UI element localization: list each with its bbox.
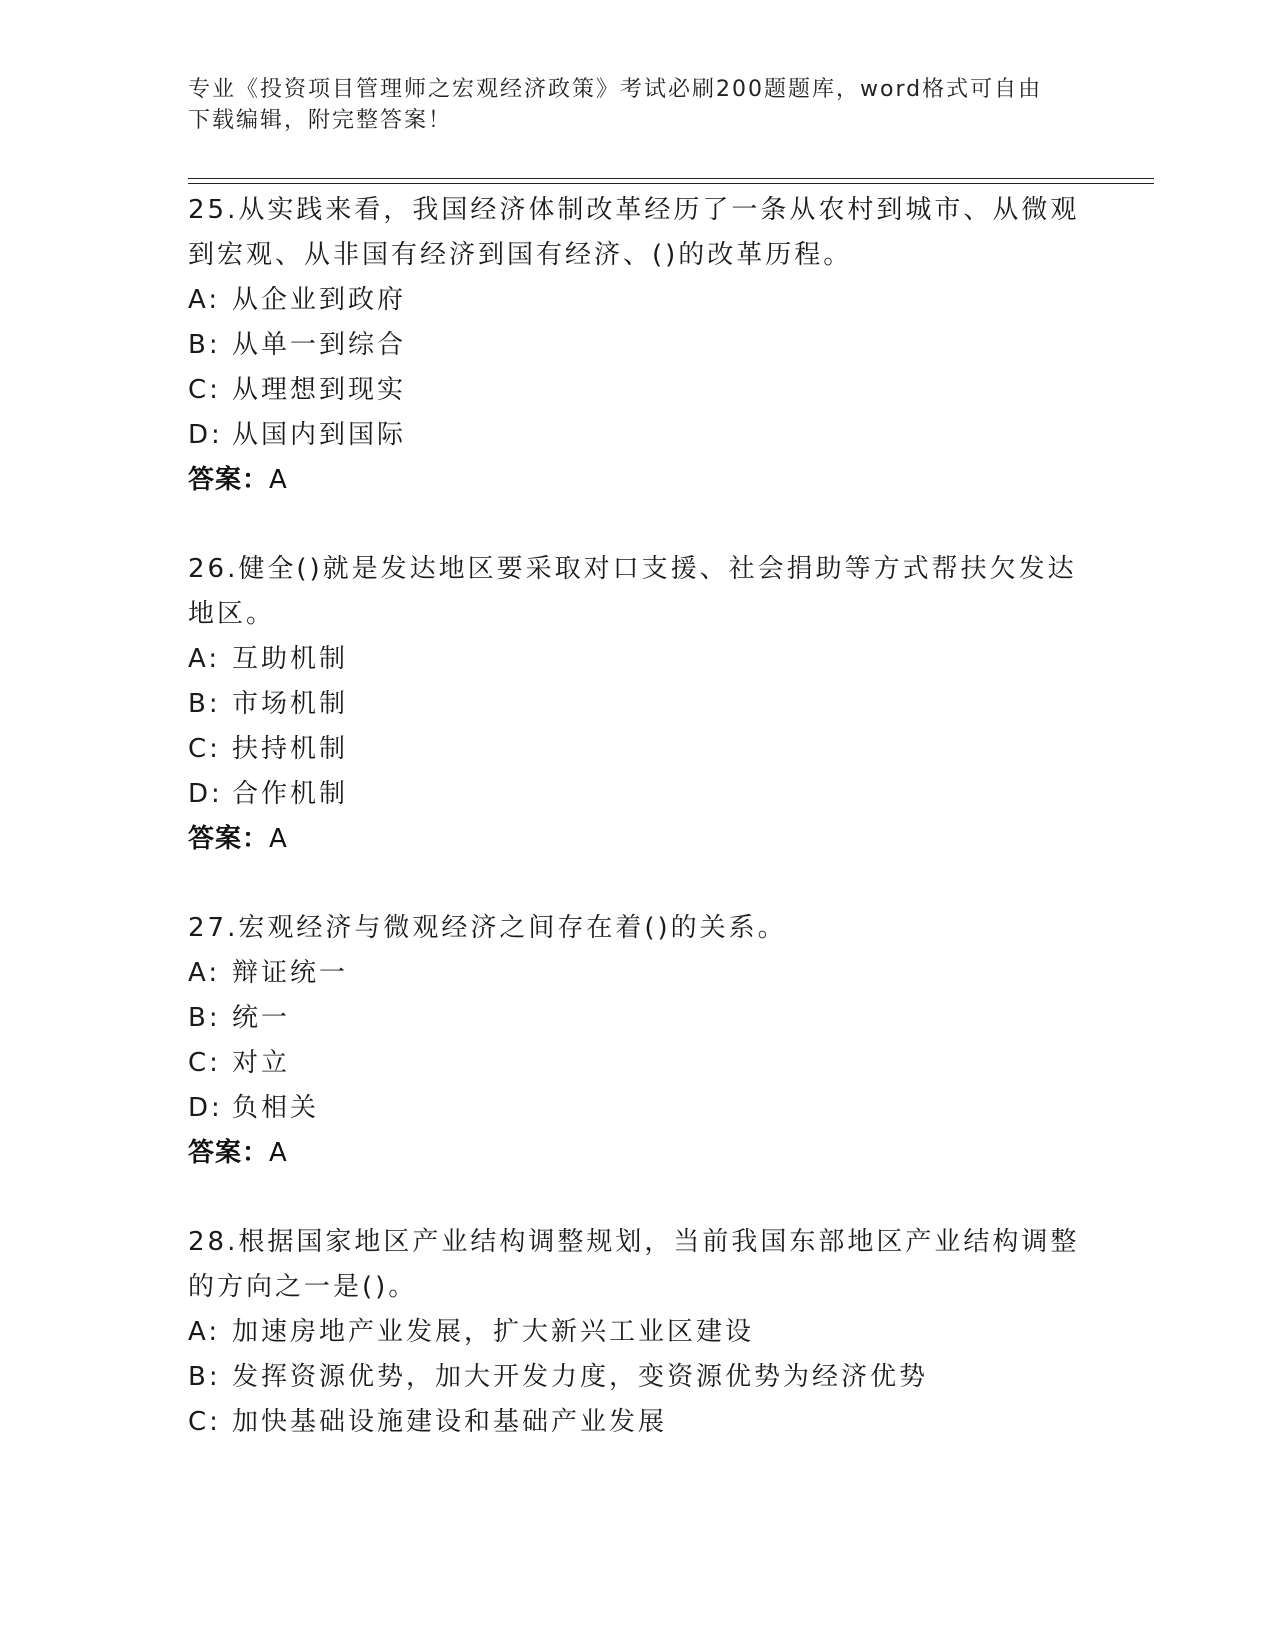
question-stem-line: 地区。: [188, 599, 276, 629]
option-key: A:: [188, 644, 221, 674]
question-27: [188, 906, 1088, 1176]
option-c: [188, 727, 1088, 772]
question-stem-line: 28.根据国家地区产业结构调整规划，当前我国东部地区产业结构调整: [188, 1227, 1080, 1257]
header-line-2: 下载编辑，附完整答案！: [188, 108, 453, 133]
option-text: 互助机制: [232, 644, 349, 674]
question-26: [188, 547, 1088, 862]
option-text: 发挥资源优势，加大开发力度，变资源优势为经济优势: [232, 1362, 929, 1392]
header-divider-top: [188, 178, 1154, 179]
option-b: [188, 323, 1088, 368]
answer-line: [188, 458, 1088, 503]
option-text: 加快基础设施建设和基础产业发展: [232, 1407, 668, 1437]
option-b: [188, 996, 1088, 1041]
question-spacer: [188, 1176, 1088, 1220]
option-c: [188, 1400, 1088, 1445]
option-c: [188, 1041, 1088, 1086]
option-c: [188, 368, 1088, 413]
option-text: 从理想到现实: [232, 375, 407, 405]
option-key: D:: [188, 779, 223, 809]
option-d: [188, 1086, 1088, 1131]
answer-value: A: [269, 465, 288, 495]
option-text: 扶持机制: [232, 734, 349, 764]
answer-label: 答案：: [188, 1138, 270, 1168]
option-text: 从国内到国际: [232, 420, 407, 450]
option-key: C:: [188, 734, 221, 764]
option-key: C:: [188, 375, 221, 405]
question-stem-line: 26.健全()就是发达地区要采取对口支援、社会捐助等方式帮扶欠发达: [188, 554, 1077, 584]
option-key: B:: [188, 1003, 221, 1033]
answer-value: A: [269, 1138, 288, 1168]
question-spacer: [188, 862, 1088, 906]
option-a: [188, 637, 1088, 682]
document-header: [188, 74, 1068, 136]
answer-value: A: [269, 824, 288, 854]
option-key: B:: [188, 1362, 221, 1392]
option-text: 统一: [232, 1003, 291, 1033]
question-spacer: [188, 503, 1088, 547]
option-text: 从企业到政府: [232, 285, 407, 315]
answer-label: 答案：: [188, 824, 270, 854]
option-text: 对立: [232, 1048, 291, 1078]
option-b: [188, 1355, 1088, 1400]
option-a: [188, 278, 1088, 323]
option-key: A:: [188, 285, 221, 315]
header-divider-bottom: [188, 183, 1154, 184]
question-stem-line: 的方向之一是()。: [188, 1272, 418, 1302]
option-text: 辩证统一: [232, 958, 349, 988]
option-key: A:: [188, 1317, 221, 1347]
option-key: D:: [188, 420, 223, 450]
answer-line: [188, 1131, 1088, 1176]
answer-label: 答案：: [188, 465, 270, 495]
option-text: 市场机制: [232, 689, 349, 719]
option-key: C:: [188, 1407, 221, 1437]
option-b: [188, 682, 1088, 727]
option-a: [188, 1310, 1088, 1355]
option-d: [188, 413, 1088, 458]
question-28: [188, 1220, 1088, 1445]
option-key: D:: [188, 1093, 223, 1123]
header-line-1: 专业《投资项目管理师之宏观经济政策》考试必刷200题题库，word格式可自由: [188, 77, 1043, 102]
question-stem-line: 25.从实践来看，我国经济体制改革经历了一条从农村到城市、从微观: [188, 195, 1080, 225]
option-key: C:: [188, 1048, 221, 1078]
question-25: [188, 188, 1088, 503]
option-key: B:: [188, 689, 221, 719]
question-list: [188, 188, 1088, 1445]
option-text: 负相关: [232, 1093, 320, 1123]
option-text: 加速房地产业发展，扩大新兴工业区建设: [232, 1317, 755, 1347]
option-text: 合作机制: [232, 779, 349, 809]
question-stem-line: 到宏观、从非国有经济到国有经济、()的改革历程。: [188, 240, 853, 270]
option-a: [188, 951, 1088, 996]
option-key: B:: [188, 330, 221, 360]
question-stem-line: 27.宏观经济与微观经济之间存在着()的关系。: [188, 913, 787, 943]
answer-line: [188, 817, 1088, 862]
option-key: A:: [188, 958, 221, 988]
option-text: 从单一到综合: [232, 330, 407, 360]
option-d: [188, 772, 1088, 817]
